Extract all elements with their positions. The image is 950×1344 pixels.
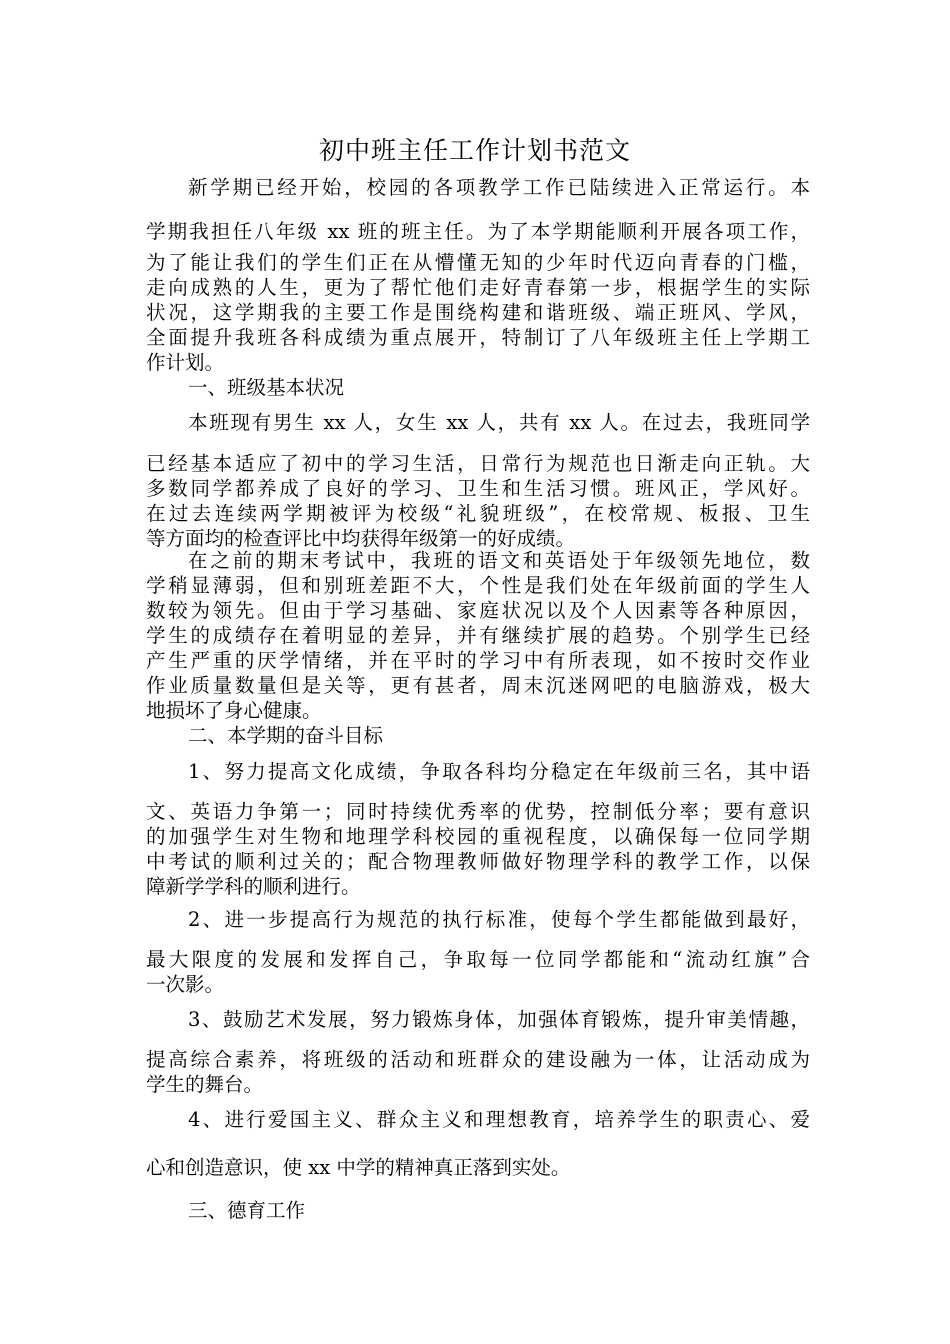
section1-paragraph-1 bbox=[146, 408, 810, 450]
text-line: 的加强学生对生物和地理学科校园的重视程度，以确保每一位同学期 bbox=[146, 825, 810, 848]
text-line: 多数同学都养成了良好的学习、卫生和生活习惯。班风正，学风好。 bbox=[146, 477, 810, 500]
goal-1-paragraph bbox=[146, 757, 810, 799]
text-line: 学稍显薄弱，但和别班差距不大，个性是我们处在年级前面的学生人 bbox=[146, 574, 810, 597]
text-line: 作计划。 bbox=[146, 351, 225, 374]
text-line: 最大限度的发展和发挥自己，争取每一位同学都能和“流动红旗”合 bbox=[146, 948, 810, 971]
text-line: 学生的成绩存在着明显的差异，并有继续扩展的趋势。个别学生已经 bbox=[146, 624, 810, 647]
text-line: 4、进行爱国主义、群众主义和理想教育，培养学生的职责心、爱 bbox=[188, 1108, 810, 1131]
text-line: 本班现有男生 xx 人，女生 xx 人，共有 xx 人。在过去，我班同学 bbox=[188, 411, 810, 434]
document-title: 初中班主任工作计划书范文 bbox=[318, 136, 631, 165]
text-line: 中考试的顺利过关的；配合物理教师做好物理学科的教学工作，以保 bbox=[146, 850, 810, 873]
goal-1-paragraph-cont bbox=[146, 799, 810, 899]
text-line: 心和创造意识，使 xx 中学的精神真正落到实处。 bbox=[146, 1156, 571, 1179]
text-line: 为了能让我们的学生们正在从懵懂无知的少年时代迈向青春的门槛， bbox=[146, 251, 810, 274]
goal-3-paragraph-cont bbox=[146, 1047, 810, 1097]
goal-3-paragraph bbox=[146, 1005, 810, 1046]
section-heading-3: 三、德育工作 bbox=[188, 1199, 306, 1222]
text-line: 新学期已经开始，校园的各项教学工作已陆续进入正常运行。本 bbox=[188, 176, 810, 199]
text-line: 已经基本适应了初中的学习生活，日常行为规范也日渐走向正轨。大 bbox=[146, 452, 810, 475]
text-line: 地损坏了身心健康。 bbox=[146, 699, 322, 722]
section-heading-1: 一、班级基本状况 bbox=[188, 376, 345, 399]
text-line: 走向成熟的人生，更为了帮忙他们走好青春第一步，根据学生的实际 bbox=[146, 276, 810, 299]
section1-paragraph-1-cont bbox=[146, 451, 810, 551]
text-line: 等方面均的检查评比中均获得年级第一的好成绩。 bbox=[146, 527, 576, 550]
text-line: 一次影。 bbox=[146, 973, 225, 996]
text-line: 在过去连续两学期被评为校级“礼貌班级”，在校常规、板报、卫生 bbox=[146, 502, 810, 525]
goal-2-paragraph-cont bbox=[146, 947, 810, 997]
text-line: 2、进一步提高行为规范的执行标准，使每个学生都能做到最好， bbox=[188, 908, 810, 931]
text-line: 状况，这学期我的主要工作是围绕构建和谐班级、端正班风、学风， bbox=[146, 301, 810, 324]
section1-paragraph-2 bbox=[146, 548, 810, 723]
text-line: 产生严重的厌学情绪，并在平时的学习中有所表现，如不按时交作业 bbox=[146, 649, 810, 672]
text-line: 文、英语力争第一；同时持续优秀率的优势，控制低分率；要有意识 bbox=[146, 800, 810, 823]
text-line: 在之前的期末考试中，我班的语文和英语处于年级领先地位，数 bbox=[188, 549, 810, 572]
text-line: 3、鼓励艺术发展，努力锻炼身体，加强体育锻炼，提升审美情趣， bbox=[188, 1008, 810, 1031]
text-line: 作业质量数量但是关等，更有甚者，周末沉迷网吧的电脑游戏，极大 bbox=[146, 674, 810, 697]
text-line: 学期我担任八年级 xx 班的班主任。为了本学期能顺利开展各项工作， bbox=[146, 220, 810, 243]
goal-4-paragraph bbox=[146, 1105, 810, 1183]
text-line: 1、努力提高文化成绩，争取各科均分稳定在年级前三名，其中语 bbox=[188, 760, 810, 783]
text-line: 障新学学科的顺利进行。 bbox=[146, 875, 361, 898]
text-line: 学生的舞台。 bbox=[146, 1073, 264, 1096]
section-heading-2: 二、本学期的奋斗目标 bbox=[188, 724, 384, 747]
text-line: 全面提升我班各科成绩为重点展开，特制订了八年级班主任上学期工 bbox=[146, 326, 810, 349]
intro-paragraph-cont bbox=[146, 250, 810, 375]
goal-2-paragraph bbox=[146, 905, 810, 947]
text-line: 提高综合素养，将班级的活动和班群众的建设融为一体，让活动成为 bbox=[146, 1048, 810, 1071]
text-line: 数较为领先。但由于学习基础、家庭状况以及个人因素等各种原因， bbox=[146, 599, 810, 622]
intro-paragraph bbox=[146, 173, 810, 251]
